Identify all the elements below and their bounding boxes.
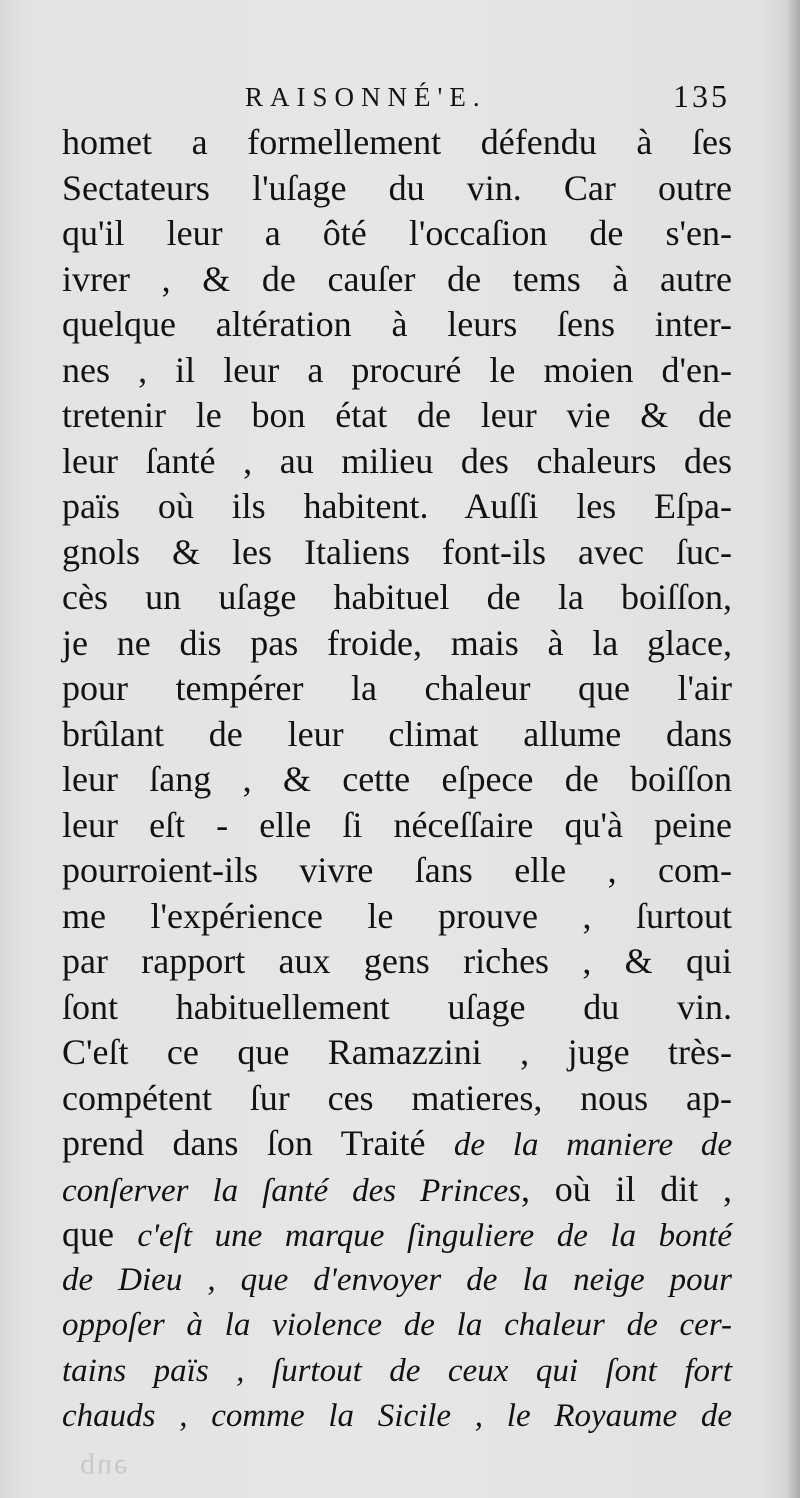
text-line: par rapport aux gens riches , & qui bbox=[62, 941, 732, 981]
text-line: ſont habituellement uſage du vin. bbox=[62, 986, 732, 1027]
italic-quote-line: tains païs , ſurtout de ceux qui ſont fort bbox=[62, 1352, 732, 1389]
text-line: je ne dis pas froide, mais à la glace, bbox=[62, 622, 732, 663]
text-line: Sectateurs l'uſage du vin. Car outre bbox=[62, 167, 732, 208]
text-line: homet a formellement défendu à ſes bbox=[62, 122, 732, 162]
page-number: 135 bbox=[673, 78, 730, 114]
italic-quote: c'eſt une marque ſinguliere de la bonté bbox=[137, 1218, 732, 1254]
text-line: qu'il leur a ôté l'occaſion de s'en- bbox=[62, 213, 732, 253]
text-line: quelque altération à leurs ſens inter- bbox=[62, 304, 732, 344]
text-line: conſerver la ſanté des Princes, où il dit , bbox=[62, 1168, 732, 1209]
italic-quote-line: de Dieu , que d'envoyer de la neige pour bbox=[62, 1261, 732, 1298]
text-line: gnols & les Italiens font-ils avec ſuc- bbox=[62, 531, 732, 572]
italic-title: conſerver la ſanté des Princes bbox=[62, 1172, 521, 1209]
italic-quote-line: oppoſer à la violence de la chaleur de cer- bbox=[62, 1307, 732, 1343]
text-line: leur ſanté , au milieu des chaleurs des bbox=[62, 440, 732, 481]
text-line: C'eſt ce que Ramazzini , juge très- bbox=[62, 1032, 732, 1072]
body-text bbox=[62, 120, 732, 1440]
text-line: nes , il leur a procuré le moien d'en- bbox=[62, 349, 732, 390]
text-line: cès un uſage habituel de la boiſſon, bbox=[62, 577, 732, 617]
text-line: pourroient-ils vivre ſans elle , com- bbox=[62, 850, 732, 890]
text-line: me l'expérience le prouve , ſurtout bbox=[62, 895, 732, 936]
text-line: leur ſang , & cette eſpece de boiſſon bbox=[62, 759, 732, 799]
text-line: ivrer , & de cauſer de tems à autre bbox=[62, 258, 732, 299]
running-title: RAISONNÉ'E. bbox=[245, 82, 487, 112]
text-line: tretenir le bon état de leur vie & de bbox=[62, 395, 732, 435]
text-line: prend dans ſon Traité de la maniere de bbox=[62, 1123, 732, 1163]
text-line: païs où ils habitent. Auſſi les Eſpa- bbox=[62, 486, 732, 526]
show-through-text: que bbox=[80, 1453, 130, 1486]
page-edge-shadow bbox=[786, 0, 800, 1498]
text-line: pour tempérer la chaleur que l'air bbox=[62, 668, 732, 708]
text-line: compétent ſur ces matieres, nous ap- bbox=[62, 1077, 732, 1118]
text-line: brûlant de leur climat allume dans bbox=[62, 713, 732, 754]
running-head bbox=[60, 78, 730, 118]
text-line: leur eſt - elle ſi néceſſaire qu'à peine bbox=[62, 804, 732, 845]
text-line: que c'eſt une marque ſinguliere de la bonté bbox=[62, 1214, 732, 1254]
italic-title: de la maniere de bbox=[453, 1127, 732, 1163]
italic-quote-line: chauds , comme la Sicile , le Royaume de bbox=[62, 1398, 732, 1434]
